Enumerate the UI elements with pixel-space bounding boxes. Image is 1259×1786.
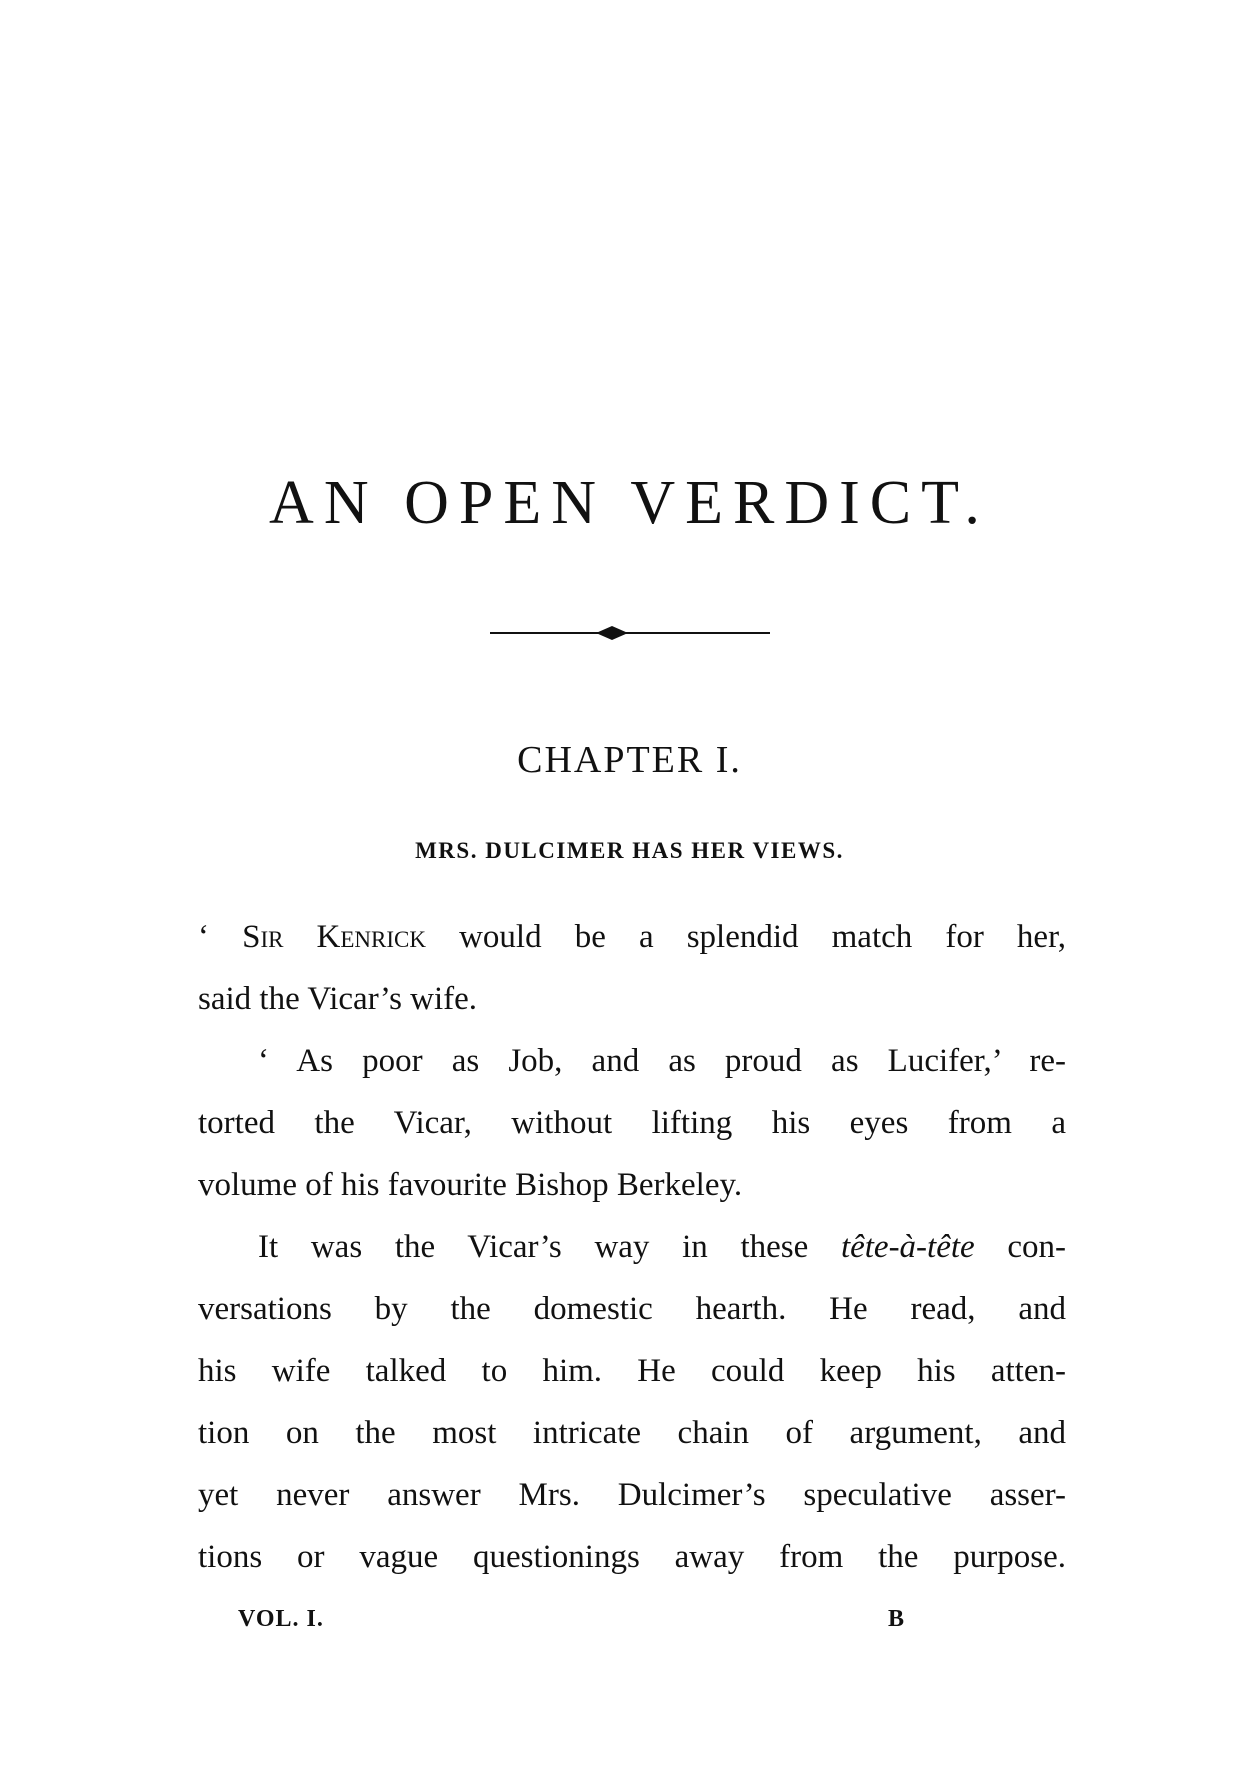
body-line: tion on the most intricate chain of argument, and	[198, 1415, 1066, 1451]
chapter-body	[198, 906, 1066, 1588]
line-text: con-	[974, 1229, 1067, 1265]
line-text: It was the Vicar’s way in these	[258, 1229, 841, 1265]
body-line: said the Vicar’s wife.	[198, 981, 478, 1017]
chapter-heading: CHAPTER I.	[517, 739, 742, 781]
italic-phrase: tête-à-tête	[840, 1229, 975, 1265]
body-line	[198, 906, 1066, 968]
body-line: his wife talked to him. He could keep his atten-	[198, 1353, 1066, 1389]
body-line: ‘ As poor as Job, and as proud as Lucifer,’ re-	[258, 1043, 1066, 1079]
volume-footer: VOL. I.	[238, 1606, 324, 1632]
body-line: tions or vague questionings away from the purpose.	[198, 1539, 1066, 1575]
signature-mark: B	[888, 1606, 906, 1632]
chapter-subtitle: MRS. DULCIMER HAS HER VIEWS.	[415, 838, 844, 863]
line-text: would be a splendid match for her,	[426, 919, 1066, 955]
body-line: volume of his favourite Bishop Berkeley.	[198, 1167, 743, 1203]
body-line	[198, 1216, 1066, 1278]
body-line: torted the Vicar, without lifting his eyes from a	[198, 1105, 1066, 1141]
book-title: AN OPEN VERDICT.	[269, 469, 990, 537]
body-line: versations by the domestic hearth. He read, and	[198, 1291, 1066, 1327]
ornamental-divider-icon	[490, 620, 770, 644]
body-line: yet never answer Mrs. Dulcimer’s speculative asser-	[198, 1477, 1066, 1513]
open-quote: ‘	[198, 919, 243, 955]
character-name: Sir Kenrick	[242, 919, 426, 955]
